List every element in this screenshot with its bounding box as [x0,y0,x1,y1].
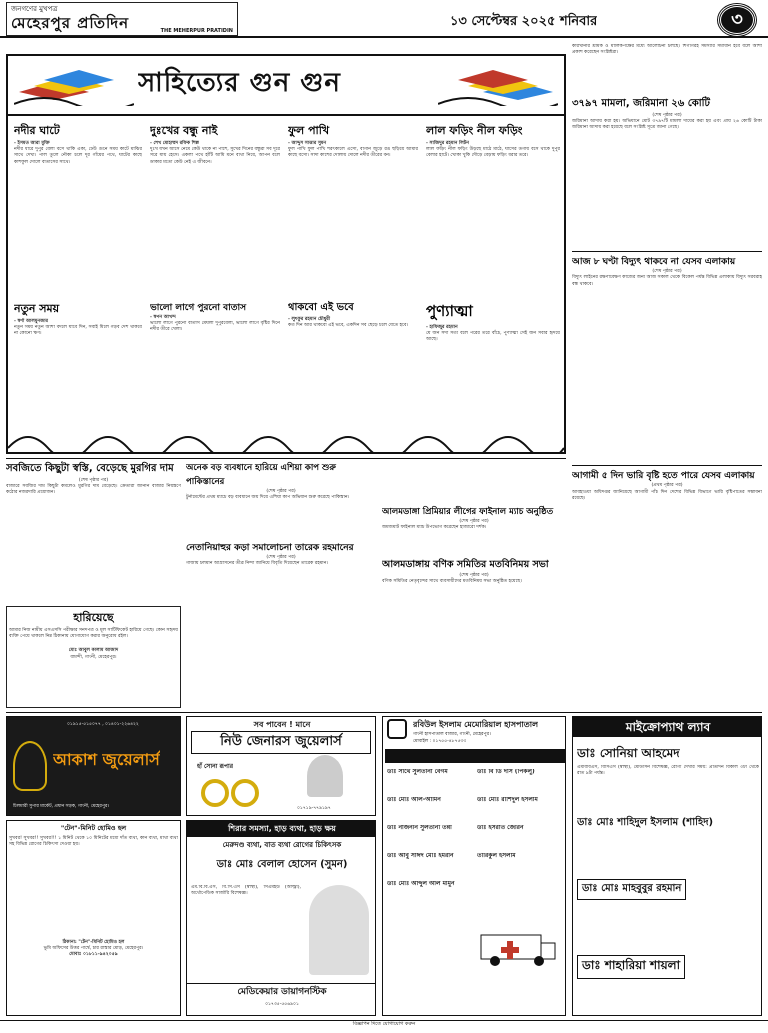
poem-title: দুঃখের বন্ধু নাই [150,124,218,137]
bottom-strip: বিজ্ঞাপন দিতে যোগাযোগ করুন [0,1020,768,1033]
avatar [307,755,343,797]
poem [14,122,142,292]
page-number: ৩ [718,4,756,36]
lab-name: মাইক্রোপ্যাথ ল্যাব [573,717,762,737]
poem-author: - লুৎফুর রহমান চৌধুরী [288,317,331,322]
homeo-ad [6,820,181,1016]
doctor-name: ডাঃ মোঃ মাহবুবুর রহমান [577,879,686,900]
shop-name: নিউ জেনারস জুয়েলার্স [191,731,371,754]
headline: আলমডাঙ্গায় বণিক সমিতির মতবিনিময় সভা [382,559,549,570]
doctor-name: ডাঃ আবু সাঈদ মোঃ ইমরান [387,853,454,859]
continued-note: (শেষ পৃষ্ঠার পর) [652,113,682,118]
continued-note: (শেষ পৃষ্ঠার পর) [459,573,489,578]
headline: আজ ৮ ঘণ্টা বিদ্যুৎ থাকবে না যেসব এলাকায় [572,251,762,269]
divider [8,114,564,116]
tagline: জনগণের মুখপত্র [11,5,58,13]
article-body: বিদ্যুৎ লাইনের রক্ষণাবেক্ষণ কাজের জন্য আজ সকাল থেকে বিকেল পর্যন্ত বিভিন্ন এলাকায় বিদ্যুৎ সরবরাহ বন্ধ থাকবে। [572,275,762,287]
poem-body: দুঃখ যখন আসে নেমে কেউ থাকে না পাশে, সুখের দিনের বন্ধুরা সব দূরে সরে যায় হেসে। একলা পথে হাঁটি আমি মনে ব্যথা নিয়ে, আপন বলে ডাকার মতো কেউ নেই এ জীবনে। [150,147,280,165]
news-article [382,505,566,549]
divider [6,458,566,459]
poem-title: পুণ্যাত্মা [426,302,473,320]
poem-title: ভালো লাগে পুরনো বাতাস [150,303,247,313]
doctor-name: ডাঃ সাথে সুলতানা বেগম [387,769,448,775]
poem-body: ভালো লাগে পুরনো বাতাস মেঘলা দুপুরবেলা, ভালো লাগে বৃষ্টির দিনে নদীর তীরে খেলা। [150,321,280,333]
headline: নেতানিয়াহুর কড়া সমালোচনা তারেক রহমানের [186,543,354,553]
headline: সবজিতে কিছুটা স্বস্তি, বেড়েছে মুরগির দাম [6,463,174,474]
jewellers-ad [186,716,376,816]
poem-author: - স্বর্ণা আলমুনজার [14,319,49,324]
doctor-details: এমবিবিএস, বিসিএস (স্বাস্থ্য), মেডিসিন বিশেষজ্ঞ, রোগী দেখার সময়: প্রতিদিন বিকাল ৩টা থেকে রাত ৯টা পর্যন্ত। [577,765,759,777]
doctor-name: ডাঃ সোনিয়া আহমেদ [577,746,680,760]
phone: ০১৭৩৫-৫৫৬৯০১ [265,1002,299,1007]
ambulance-icon [479,927,559,967]
shop-address: চিলমারী সুপার মার্কেট, প্রধান সড়ক, গাংনী, মেহেরপুর। [13,804,110,809]
poem-body: লাল ফড়িং নীল ফড়িং উড়ছে মাঠে মাঠে, ঘাসের ডগায় বসে থাকে দুপুর বেলার হাটে। খোকা খুকি দৌড়ে বেড়ায় ফড়িং ধরার তরে। [426,147,560,159]
book-ornament-icon [438,62,558,106]
article-body: বণিক সমিতির নেতৃবৃন্দের সাথে ব্যবসায়ীদের মতবিনিময় সভা অনুষ্ঠিত হয়েছে। [382,579,522,585]
poem-body: ফুল পাখি ফুল পাখি শরৎকালে এসো, বাগান জুড়ে রঙ ছড়িয়ে আমার কাছে বসো। সাদা কাশের দোলায় দোলে নদীর তীরের বন। [288,147,418,159]
book-ornament-icon [14,62,134,106]
lost-title: হারিয়েছে [73,611,114,624]
literature-section [6,54,566,454]
poem-title: থাকবো এই ভবে [288,302,354,313]
doctor-details: এম.বি.বি.এস, বি.সি.এস (স্বাস্থ্য), সিএমইউ (আল্ট্রা), অর্থোপেডিক সার্জারি বিশেষজ্ঞ। [191,885,301,897]
article-body: কারখানার শ্রমিক ও মালিকপক্ষের মধ্যে আলোচনা চলছে। শিগগিরই সমস্যার সমাধান হবে বলে আশা প্রকাশ করেছেন সংশ্লিষ্টরা। [572,44,762,56]
floral-border-icon [8,426,564,452]
masthead [6,2,238,36]
ring-icon [197,775,267,811]
masthead-en: THE MEHERPUR PRATIDIN [160,28,233,34]
doctor-name: ডাঃ বি ডি দাস (পিকলু) [477,769,535,775]
lost-sign: মোঃ আবুল কালাম আজাদ [68,648,119,654]
divider [6,712,762,713]
article-body: জরিমানা আদায় করা হয়। অভিযানে মোট ৩৭৯৭টি মামলা দায়ের করা হয় এবং প্রায় ২৬ কোটি টাকা জরিমানা আদায় করা হয়েছে বলে সংশ্লিষ্ট সূত্রে জানা গেছে। [572,119,762,131]
poem-body: যে জন সদা সত্য বলে পরের তরে বাঁচে, পুণ্যাত্মা সেই জন সবার হৃদয়ে আছে। [426,331,560,343]
poem-author: - শেখ মোহাম্মদ রফিক শিল্প [150,141,199,146]
continued-note: (শেষ পৃষ্ঠার পর) [266,489,296,494]
hospital-banner [385,749,565,763]
poem [426,122,560,292]
phone: ০১৭১৯-৭৭৯১৯৭ [297,806,331,811]
doctor-name: ডাঃ মোঃ রাশিদুল ইসলাম [477,797,538,803]
poem-body: নতুন সময় নতুন আশা বদলে যাবে দিন, সবাই মিলে গড়ব দেশ থাকবে না কোনো ঋণ। [14,325,142,337]
shop-name: আকাশ জুয়েলার্স [53,750,160,769]
article-body: আবহাওয়া অধিদপ্তর জানিয়েছে আগামী পাঁচ দিন দেশের বিভিন্ন বিভাগে ভারি বৃষ্টিপাতের সম্ভাবনা রয়েছে। [572,489,762,501]
poem-title: নদীর ঘাটে [14,124,60,137]
doctor-name: ডাঃ মোঃ বেলাল হোসেন (সুমন) [216,859,348,870]
jewellers-ad [6,716,181,816]
news-article [186,461,376,521]
ad-address: ঠিকানা: "টেন"-মিনিট হোমিও হল [62,940,125,945]
lost-body: আমার নিজ নামীয় এসএসসি পরীক্ষার সনদপত্র ও মূল সার্টিফিকেট হারিয়ে গেছে। কোন সহৃদয় ব্যক্তি পেয়ে থাকলে নিম্ন ঠিকানায় যোগাযোগ করার অনুরোধ রইল। [9,628,178,640]
phone: ০১৯১৫-৫১৫০৭৭ , ০১৪০১-২২৬৪২২ [67,722,139,727]
poem-title: ফুল পাখি [288,124,330,137]
continued-note: (শেষ পৃষ্ঠার পর) [78,478,109,483]
ad-tag: হাঁ সোনা রূপার [197,763,234,770]
doctor-photo [309,885,369,975]
hospital-header [383,717,566,745]
ad-headline: শিরার সমস্যা, হাড় ব্যথা, হাড় ক্ষয় [187,821,376,837]
hospital-address: গাংনী হাসপাতাল বাজার, গাংনী, মেহেরপুর। [413,732,491,737]
poem-title: নতুন সময় [14,302,60,315]
doctor-name: ডাঃ ইসরাত জেরিন [477,825,524,831]
page-header [0,0,768,38]
ad-headline: "টেন"-মিনিট হোমিও হল [60,824,127,832]
doctor-ad [186,820,376,1016]
literature-title: সাহিত্যের গুন গুন [138,68,341,98]
continued-note: (শেষ পৃষ্ঠার পর) [652,269,682,275]
doctor-name: তারিকুল ইসলাম [477,853,516,859]
phone: মোবাইল : ০১৭৫৫-৪৮৭৫৩৩ [413,739,467,744]
poem-author: - স্বপন আখন্দ [150,315,176,320]
ad-subline: মেরুদণ্ড ব্যথা, বাত ব্যথা রোগের চিকিৎসক [222,841,342,849]
headline: আগামী ৫ দিন ভারি বৃষ্টি হতে পারে যেসব এলাকায় [572,465,762,483]
poem-author: - সাজিদুর রহমান লিটন [426,141,469,146]
doctor-name: ডাঃ শাহারিয়া শায়লা [577,955,685,979]
poem-author: - আব্দুস সাত্তার সুমন [288,141,327,146]
continued-note: (প্রথম পৃষ্ঠার পর) [651,483,683,489]
news-article [6,461,181,601]
article-body: গাজায় চলমান আগ্রাসনের তীব্র নিন্দা জানিয়ে বিবৃতি দিয়েছেন তারেক রহমান। [186,561,329,567]
continued-note: (শেষ পৃষ্ঠার পর) [459,519,489,524]
poem [150,122,280,292]
headline: ৩৭৯৭ মামলা, জরিমানা ২৬ কোটি [572,98,710,109]
phone: মোবাঃ ০১৮১১-৯৪২০৫৯ [69,952,118,958]
doctor-name: ডাঃ মোঃ আল-আমিন [387,797,441,803]
diagnostic-name: মেডিকেয়ার ডায়াগনস্টিক [187,983,376,999]
article-body: জমজমাট ফাইনাল ম্যাচ উপভোগ করেছেন হাজারো দর্শক। [382,525,487,531]
ad-body: সুখবর! সুখবর!! সুখবর!!! ১ মিনিট থেকে ১০ মিনিটের মধ্যে দাঁত ব্যথা, কান ব্যথা, মাথা ব্যথা সহ বিভিন্ন রোগের চিকিৎসা দেওয়া হয়। [9,836,178,848]
hospital-logo-icon [387,719,407,739]
poem-title: লাল ফড়িং নীল ফড়িং [426,124,523,137]
doctor-name: ডাঃ নাজনীন সুলতানা তন্নী [387,825,452,831]
article-body: বাজারে সবজির দাম কিছুটা কমলেও মুরগির দাম বেড়েছে। ক্রেতারা জানান বাজার নিয়ন্ত্রণে কঠোর নজরদারি প্রয়োজন। [6,484,181,496]
right-news-column [572,44,762,704]
poem-author: - ইসমত আরা মুক্তি [14,141,50,146]
hospital-name: রবিউল ইসলাম মেমোরিয়াল হাসপাতাল [413,720,539,729]
doctor-name: ডাঃ মোঃ আব্দুল আল মামুন [387,881,455,887]
hospital-ad [382,716,566,1016]
news-article [382,558,566,708]
lost-address: বামন্দী, গাংনী, মেহেরপুর। [70,654,117,660]
masthead-title: মেহেরপুর প্রতিদিন [11,14,130,32]
poem-author: - হাফিজুর রহমান [426,325,458,330]
article-body: টুর্নামেন্টের প্রথম ম্যাচে বড় ব্যবধানে জয় দিয়ে এশিয়া কাপ অভিযান শুরু করেছে পাকিস্তান। [186,495,350,501]
poem-body: নদীর ধারে দুপুর বেলা বসে থাকি একা, ঢেউ গুনে সময় কাটে মাঝির সাথে দেখা। পাল তুলে নৌকা চলে দূর গাঁয়ের পথে, ঘাটের কাছে কাশফুল দোলে বাতাসের সাথে। [14,147,142,165]
headline: অনেক বড় ব্যবধানে হারিয়ে এশিয়া কাপ শুরু পাকিস্তানের [186,463,336,487]
doctor-name: ডাঃ মোঃ শাহিদুল ইসলাম (শাহিদ) [577,817,714,828]
headline: আলমডাঙ্গা প্রিমিয়ার লীগের ফাইনাল ম্যাচ অনুষ্ঠিত [382,507,554,517]
necklace-icon [13,741,47,791]
news-article [186,540,376,708]
continued-note: (শেষ পৃষ্ঠার পর) [266,555,296,560]
issue-date: ১৩ সেপ্টেম্বর ২০২৫ শনিবার [450,14,598,29]
poem-body: কত দিন আর থাকবো এই ভবে, একদিন সব ছেড়ে চলে যেতে হবে। [288,323,409,329]
poem [288,122,418,292]
lab-ad [572,716,762,1016]
lost-notice [6,606,181,708]
ad-address: ভুমি অফিসের উত্তর পার্শ্বে, চার রাস্তার মোড়, মেহেরপুর। [43,946,144,952]
ad-headline: সব পাবেন ! মানে [253,720,311,729]
